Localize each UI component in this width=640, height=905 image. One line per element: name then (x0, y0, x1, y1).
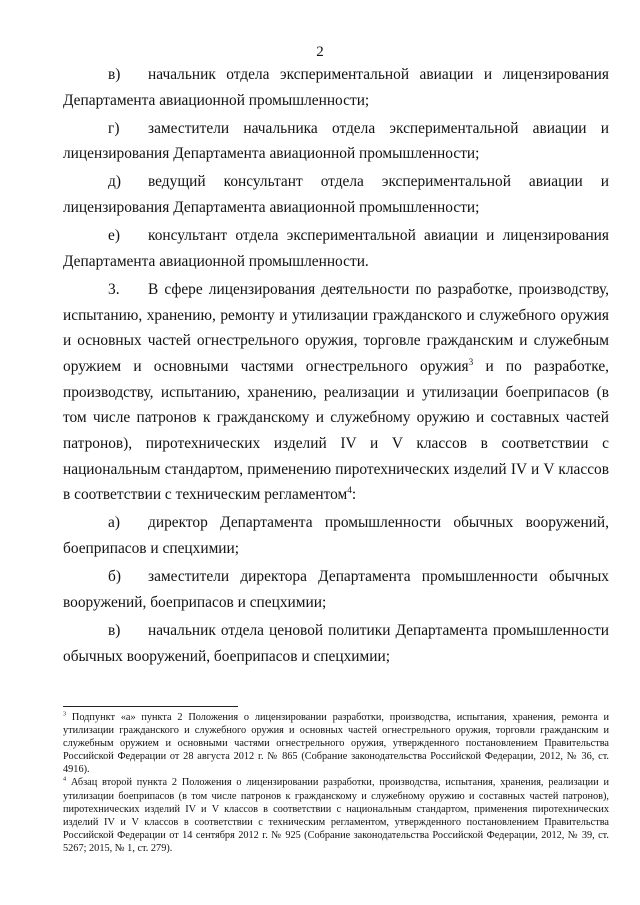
list-item (63, 223, 609, 274)
list-item-label: в) (108, 621, 121, 639)
list-item (63, 169, 609, 220)
document-body (63, 62, 609, 669)
section-text: : (351, 486, 357, 504)
list-item-text: начальник отдела экспериментальной авиации и лицензирования Департамента авиационной промышленности; (63, 66, 609, 109)
list-item-text: директор Департамента промышленности обычных вооружений, боеприпасов и спецхимии; (63, 514, 609, 558)
list-item-text: заместители начальника отдела экспериментальной авиации и лицензирования Департамента авиационной промышленности; (63, 119, 609, 163)
list-item (63, 116, 609, 167)
footnote-text: Абзац второй пункта 2 Положения о лицензировании разработки, производства, испытания, хранения, реализации и утилизации боеприпасов (в том числе патронов к гражданскому и служебному оружию и составных частей патронов), пиротехнических изделий IV и V классов в соответствии с национальным стандартом, применения пиротехнических изделий IV и V классов в соответствии с техническим регламентом, утвержденного постановлением Правительства Российской Федерации от 14 сентября 2012 г. № 925 (Собрание законодательства Российской Федерации, 2012, № 39, ст. 5267; 2015, № 1, ст. 279). (63, 777, 609, 854)
footnote-ref: 3 (468, 356, 474, 367)
list-item (63, 510, 609, 561)
list-item (63, 564, 609, 615)
footnote-ref: 4 (347, 485, 352, 496)
footnote (63, 776, 609, 855)
section-text: В сфере лицензирования деятельности по разработке, производству, испытанию, хранению, ремонту и утилизации гражданского и служебного оружия и основных частей огнестрельного оружия, торговле гражданским и служебным оружием и основными частями огнестрельного оружия (63, 280, 609, 375)
section-text: и по разработке, производству, испытанию, хранению, реализации и утилизации боеприпасов (в том числе патронов к гражданскому и служебному оружию и составных частей патронов), пиротехнических изделий IV и V классов в соответствии с национальным стандартом, применению пиротехнических изделий IV и V классов в соответствии с техническим регламентом (63, 357, 609, 504)
footnote (63, 711, 609, 776)
list-item-label: е) (108, 227, 120, 245)
footnote-text: Подпункт «а» пункта 2 Положения о лицензировании разработки, производства, испытания, хранения, ремонта и утилизации гражданского и служебного оружия и основных частей огнестрельного оружия, торговли гражданским и служебным оружием и основными частями огнестрельного оружия, утвержденного постановлением Правительства Российской Федерации от 28 августа 2012 г. № 865 (Собрание законодательства Российской Федерации, 2012, № 36, ст. 4916). (63, 712, 609, 776)
list-item-label: г) (108, 119, 120, 137)
list-item (63, 62, 609, 113)
list-item-text: консультант отдела экспериментальной авиации и лицензирования Департамента авиационной промышленности. (63, 227, 609, 270)
list-item-text: начальник отдела ценовой политики Департамента промышленности обычных вооружений, боеприпасов и спецхимии; (63, 621, 609, 665)
footnotes (63, 711, 609, 855)
footnote-mark: 4 (63, 776, 67, 784)
footnote-mark: 3 (63, 710, 67, 718)
page-number: 2 (316, 44, 324, 60)
list-item-text: заместители директора Департамента промышленности обычных вооружений, боеприпасов и спецхимии; (63, 568, 609, 611)
list-item-label: в) (108, 66, 121, 83)
section-number: 3. (108, 280, 120, 298)
list-item (63, 618, 609, 669)
list-item-label: б) (108, 568, 121, 586)
list-item-text: ведущий консультант отдела экспериментальной авиации и лицензирования Департамента авиационной промышленности; (63, 173, 609, 217)
section-3-paragraph (63, 277, 609, 508)
footnote-divider (63, 706, 238, 707)
list-item-label: д) (108, 173, 121, 191)
list-item-label: а) (108, 514, 120, 532)
